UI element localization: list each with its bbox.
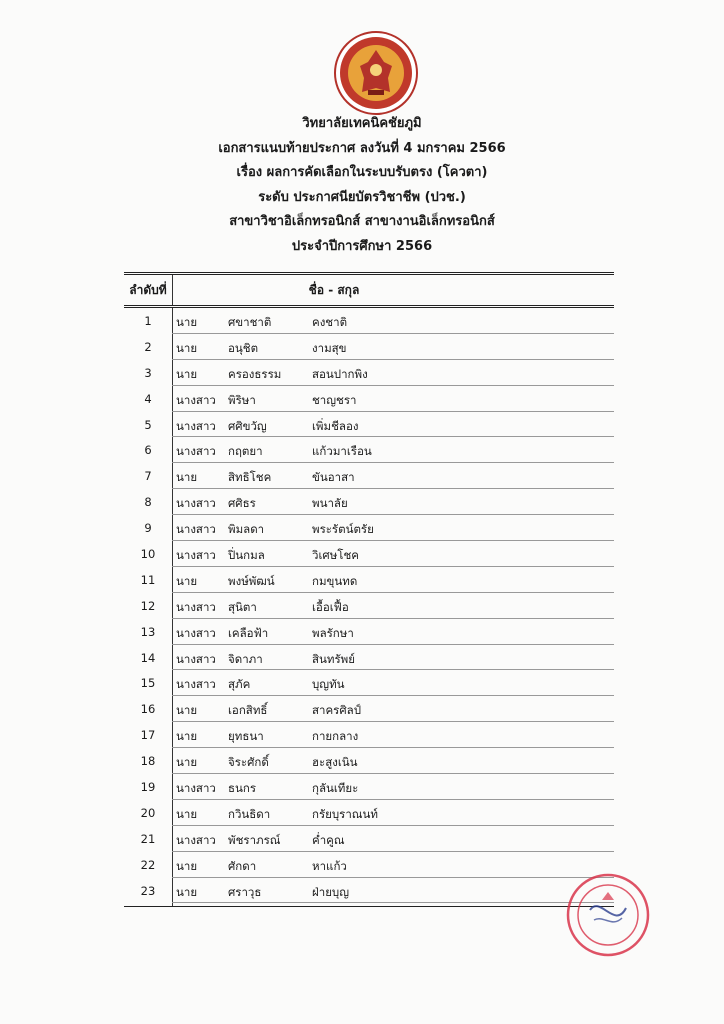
row-number: 15 <box>140 676 156 691</box>
row-number: 8 <box>144 495 152 510</box>
table-row <box>124 800 614 826</box>
row-first-name: ศราวุธ <box>228 884 262 899</box>
row-prefix: นางสาว <box>176 599 216 614</box>
row-last-name: ฮะสูงเนิน <box>312 755 358 770</box>
row-prefix: นาย <box>176 806 198 821</box>
row-number: 22 <box>140 857 156 872</box>
row-number: 18 <box>140 754 156 769</box>
row-number: 9 <box>144 521 152 536</box>
row-prefix: นางสาว <box>176 444 216 459</box>
table-row <box>124 722 614 748</box>
row-number: 6 <box>144 443 152 458</box>
row-last-name: กมขุนทด <box>312 573 358 588</box>
row-last-name: กายกลาง <box>312 729 359 744</box>
row-first-name: ธนกร <box>228 781 257 796</box>
row-number: 20 <box>140 805 156 820</box>
table-row <box>124 412 614 438</box>
row-number: 10 <box>140 547 156 562</box>
row-prefix: นางสาว <box>176 781 216 796</box>
row-prefix: นางสาว <box>176 625 216 640</box>
table-row <box>124 748 614 774</box>
row-first-name: สุภัค <box>228 677 251 692</box>
row-number: 1 <box>144 314 152 328</box>
row-first-name: ศขาชาติ <box>228 315 272 329</box>
row-prefix: นางสาว <box>176 832 216 847</box>
row-last-name: ค่ำคูณ <box>312 832 345 847</box>
row-first-name: ศศิธร <box>228 496 256 511</box>
major-line: สาขาวิชาอิเล็กทรอนิกส์ สาขางานอิเล็กทรอนิกส์ <box>229 214 495 229</box>
row-first-name: ศศิขวัญ <box>228 418 267 433</box>
row-number: 4 <box>144 391 152 406</box>
row-number: 11 <box>140 572 156 587</box>
row-last-name: เอื้อเฟื้อ <box>312 599 349 614</box>
row-number: 19 <box>140 780 156 795</box>
row-prefix: นางสาว <box>176 548 216 563</box>
table-row <box>124 774 614 800</box>
results-table <box>124 272 614 899</box>
row-last-name: ขันอาสา <box>312 470 355 485</box>
official-stamp-seal <box>560 870 656 960</box>
college-name: วิทยาลัยเทคนิคชัยภูมิ <box>302 116 422 131</box>
row-first-name: ปิ่นกมล <box>228 548 265 563</box>
table-row <box>124 515 614 541</box>
row-last-name: ฝ่ายบุญ <box>312 884 350 899</box>
table-row <box>124 567 614 593</box>
row-last-name: สอนปากพิง <box>312 366 368 381</box>
row-number: 14 <box>140 650 156 665</box>
row-last-name: แก้วมาเรือน <box>312 444 372 459</box>
row-first-name: จิระศักดิ์ <box>228 755 269 770</box>
row-first-name: พงษ์พัฒน์ <box>228 573 275 588</box>
row-prefix: นาย <box>176 470 198 485</box>
row-prefix: นางสาว <box>176 496 216 511</box>
row-first-name: สิทธิโชค <box>228 470 272 485</box>
college-seal-logo <box>332 30 420 116</box>
table-row <box>124 386 614 412</box>
row-number: 5 <box>144 417 152 432</box>
row-last-name: เพิ่มชีลอง <box>312 418 359 433</box>
row-first-name: ศักดา <box>228 858 257 873</box>
attachment-line: เอกสารแนบท้ายประกาศ ลงวันที่ 4 มกราคม 2566 <box>218 140 506 156</box>
row-prefix: นางสาว <box>176 677 216 692</box>
row-last-name: ชาญชรา <box>312 392 357 407</box>
row-last-name: บุญทัน <box>312 677 345 692</box>
table-row <box>124 489 614 515</box>
table-row <box>124 670 614 696</box>
row-first-name: ครองธรรม <box>228 366 282 381</box>
table-row <box>124 878 614 904</box>
row-prefix: นางสาว <box>176 522 216 537</box>
row-number: 3 <box>144 365 152 380</box>
level-line: ระดับ ประกาศนียบัตรวิชาชีพ (ปวช.) <box>258 189 466 205</box>
row-first-name: พิริษา <box>228 392 256 407</box>
row-prefix: นาย <box>176 703 198 718</box>
table-row <box>124 645 614 671</box>
year-line: ประจำปีการศึกษา 2566 <box>291 238 433 254</box>
table-row <box>124 360 614 386</box>
row-first-name: สุนิตา <box>228 599 257 614</box>
row-prefix: นาย <box>176 573 198 588</box>
row-prefix: นาย <box>176 729 198 744</box>
table-row <box>124 308 614 334</box>
row-last-name: กรัยบุราณนท์ <box>312 806 378 821</box>
row-prefix: นางสาว <box>176 651 216 666</box>
row-number: 13 <box>140 624 156 639</box>
row-number: 21 <box>140 831 156 846</box>
row-last-name: พระรัตน์ตรัย <box>312 522 374 537</box>
row-prefix: นาย <box>176 340 198 355</box>
table-row <box>124 541 614 567</box>
row-rule <box>172 902 614 903</box>
row-last-name: พลรักษา <box>312 625 354 640</box>
row-last-name: คงชาติ <box>312 315 348 329</box>
row-prefix: นาย <box>176 366 198 381</box>
column-header-name: ชื่อ - สกุล <box>308 283 360 297</box>
table-row <box>124 334 614 360</box>
row-prefix: นางสาว <box>176 418 216 433</box>
column-header-number: ลำดับที่ <box>124 275 173 305</box>
table-row <box>124 619 614 645</box>
row-first-name: เคลือฟ้า <box>228 625 269 640</box>
row-last-name: พนาลัย <box>312 496 348 511</box>
document-header <box>0 112 724 259</box>
row-number: 17 <box>140 728 156 743</box>
subject-line: เรื่อง ผลการคัดเลือกในระบบรับตรง (โควตา) <box>236 165 488 180</box>
row-last-name: กุลันเทียะ <box>312 781 359 796</box>
table-row <box>124 852 614 878</box>
row-first-name: กวินธิดา <box>228 806 271 821</box>
table-row <box>124 696 614 722</box>
row-number: 16 <box>140 702 156 717</box>
row-prefix: นาย <box>176 858 198 873</box>
row-number: 7 <box>144 469 152 484</box>
table-row <box>124 593 614 619</box>
row-prefix: นางสาว <box>176 392 216 407</box>
table-row <box>124 437 614 463</box>
table-bottom-rule <box>124 906 614 907</box>
row-prefix: นาย <box>176 755 198 770</box>
table-row <box>124 463 614 489</box>
row-first-name: ยุทธนา <box>228 729 264 744</box>
row-last-name: สินทรัพย์ <box>312 651 355 666</box>
row-first-name: พิมลดา <box>228 522 265 537</box>
row-number: 12 <box>140 598 156 613</box>
row-number: 23 <box>140 883 156 898</box>
row-first-name: กฤตยา <box>228 444 263 459</box>
row-last-name: วิเศษโชค <box>312 548 359 563</box>
row-prefix: นาย <box>176 315 198 329</box>
row-number: 2 <box>144 339 152 354</box>
row-first-name: พัชราภรณ์ <box>228 832 281 847</box>
row-first-name: อนุชิต <box>228 340 259 355</box>
row-prefix: นาย <box>176 884 198 899</box>
table-header <box>124 272 614 308</box>
row-last-name: สาครศิลป์ <box>312 703 361 718</box>
row-first-name: จิดาภา <box>228 651 263 666</box>
table-body <box>124 308 614 903</box>
row-last-name: งามสุข <box>312 340 347 355</box>
row-first-name: เอกสิทธิ์ <box>228 703 268 718</box>
table-row <box>124 826 614 852</box>
row-last-name: หาแก้ว <box>312 858 347 873</box>
